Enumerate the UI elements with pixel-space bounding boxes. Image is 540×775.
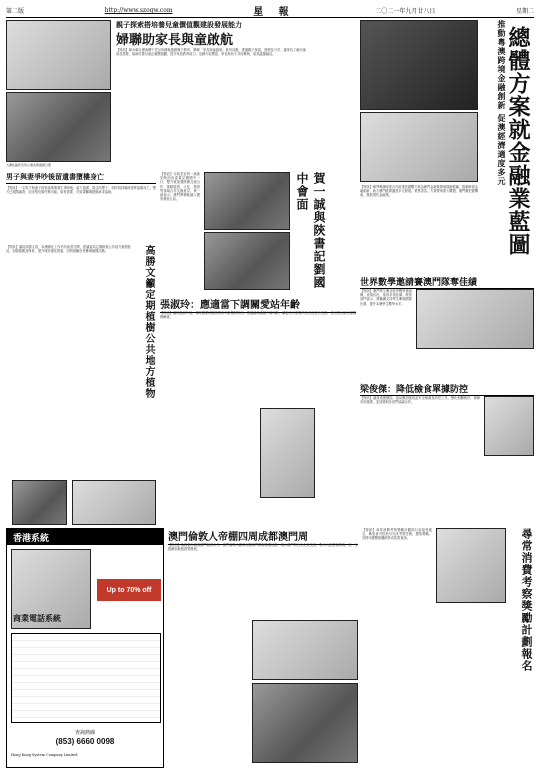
story8-body: 【特訊】澳門學生參加世界數學邀請賽，表現出色，取得多項佳績。教育部門表示，將繼續支持學生參與國際比賽，提升本澳學生數學水平。	[360, 289, 412, 306]
story5-headline: 張淑玲：應適當下調關愛站年齡	[160, 296, 356, 313]
story2-headline: 男子與妻爭吵後留遺書墮樓身亡	[6, 172, 156, 184]
story-math-competition	[360, 275, 534, 380]
ad-offer: Up to 70% off	[106, 586, 152, 594]
issue-date: 二〇二一年九月廿八日	[375, 8, 436, 15]
ad-brand: 香港系統	[13, 533, 50, 544]
story5-body-2	[160, 408, 256, 518]
story8-headline: 世界數學邀請賽澳門隊奪佳績	[360, 275, 534, 289]
story3-body: 【特訊】議員高勝文指，本澳綠化工作仍有改善空間，建議當局定期檢視公共地方植物狀況，加強植樹及保育，提升城市綠化質素，同時鼓勵市民參與植樹活動。	[6, 245, 131, 254]
story-women-federation	[6, 20, 306, 170]
story-zhang-care-station	[160, 296, 356, 521]
story7-body: 【特訊】橫琴粵澳深度合作區建設總體方案為澳門金融業發展描繪藍圖，推動跨境金融創新，助力澳門經濟適度多元發展。業界認為，方案帶來重大機遇，澳門應把握機會，發展現代金融業。	[360, 185, 478, 198]
story6-photo-event	[252, 620, 358, 680]
ad-hk-system[interactable]	[6, 528, 164, 768]
story7-photo-skyline	[360, 20, 478, 110]
story6-body: 【特訊】為推動內地與澳門旅遊合作，澳門倫敦人聯同有關部門舉辦推廣活動，展示澳門特色文化及美食，吸引大批旅客參與，進一步推動兩地旅遊業發展。	[168, 543, 358, 552]
story1-photo-group	[6, 92, 111, 162]
ad-company: Hong Kong System Company Limited	[11, 753, 78, 757]
story3-photo-street	[72, 480, 156, 525]
ad-contact-label: 查詢熱線	[74, 730, 95, 736]
story4-photo-meeting	[204, 172, 290, 230]
story1-body: 【特訊】婦女聯合總會轄下托兒所積極推動親子教育，舉辦「家長與童啟航」系列活動，透過親子探索、遊戲及分享，讓家長了解兒童成長需要，協助培養兒童正確價值觀，提升家庭教育能力。活動內容豐富，家長與孩子共同參與，氣氛溫馨融洽。	[116, 48, 306, 57]
story10-headline: 尋常消費考察獎勵計劃報名	[520, 528, 533, 672]
story6-headline: 澳門倫敦人帝棚四周成都澳門周	[168, 528, 358, 545]
story9-photo-portrait	[484, 396, 534, 456]
story4-body-2	[312, 172, 354, 290]
site-url[interactable]: http://www.szogw.com	[104, 7, 173, 14]
ad-tagline: 商業電話系統	[13, 613, 61, 623]
story-finance-blueprint	[360, 20, 534, 270]
story-londoner-chengdu	[168, 528, 358, 768]
story3-headline: 高勝文籲定期植樹公共地方植物	[143, 245, 154, 399]
story7-headline: 總體方案就金融業藍圖	[505, 26, 531, 256]
story5-body: 【特訊】議員張淑玲指，現時關愛站服務對象年齡限制較高，建議當局適當下調年齡，讓更多有需要的長者及居民受惠，並完善社區支援服務網絡。	[160, 311, 356, 320]
story3-photo-portrait	[12, 480, 67, 525]
story10-poster	[436, 528, 506, 603]
story1-headline: 婦聯助家長與童啟航	[116, 33, 234, 48]
story4-headline: 賀一誠與陝書記劉國中會面	[295, 172, 326, 289]
story-ho-meeting	[160, 172, 356, 292]
story5-photo-portrait	[260, 408, 315, 498]
ad-product-table	[11, 633, 161, 723]
story-leung-food-safety	[360, 382, 534, 522]
story7-deck: 推動粵澳跨境金融創新 促澳經濟適度多元	[497, 20, 507, 186]
story6-body-2	[168, 620, 248, 765]
story4-photo-handshake	[204, 232, 290, 290]
story6-photo-hall	[252, 683, 358, 763]
story-fall-death	[6, 172, 156, 242]
issue-weekday: 星期二	[515, 8, 534, 15]
story9-headline: 梁俊傑：降低檢食單據防控	[360, 382, 534, 396]
story9-body: 【特訊】議員梁俊傑指，當局應加強食品安全檢測及防控工作，簡化相關程序，保障市民健康，並加強與各部門協調合作。	[360, 396, 480, 405]
masthead: 星 報	[253, 7, 295, 18]
story4-body: 【特訊】行政長官賀一誠會見陝西省委書記劉國中一行，雙方就加強陝澳交流合作，推動經貿、文化、旅遊等領域合作交換意見。賀一誠表示，澳門將積極融入國家發展大局。	[160, 172, 200, 202]
story-tree-planting	[6, 245, 156, 470]
story2-body: 【特訊】一名男子與妻子因家庭瑣事發生爭吵後，留下遺書，從住所墮下，消防員到場時證實當場死亡。警方已展開調查，初步相信事件無可疑。如有需要，可致電輔導熱線尋求協助。	[6, 186, 156, 195]
story7-photo-bridge	[360, 112, 478, 182]
story-consumption-scheme	[362, 528, 534, 768]
story1-kicker: 親子探索搭培養兒童價值觀建設發展能力	[116, 20, 242, 29]
page-label: 第二版	[6, 8, 25, 15]
story8-body-2	[416, 351, 534, 377]
story10-body-2	[436, 606, 506, 764]
page-header	[6, 4, 534, 18]
story1-photo-caption: 九澳社區托兒所小朋友與嘉賓合照	[6, 163, 52, 167]
ad-phone[interactable]: (853) 6660 0098	[55, 737, 115, 746]
story8-photo-team	[416, 289, 534, 349]
ad-offer-badge	[97, 579, 161, 601]
story10-body: 【特訊】尋常消費考察獎勵計劃即日起接受報名，參加者可按指引完成考察任務，獲取獎勵。詳情可瀏覽相關網頁或致電查詢。	[362, 528, 432, 541]
story1-photo-top	[6, 20, 111, 90]
